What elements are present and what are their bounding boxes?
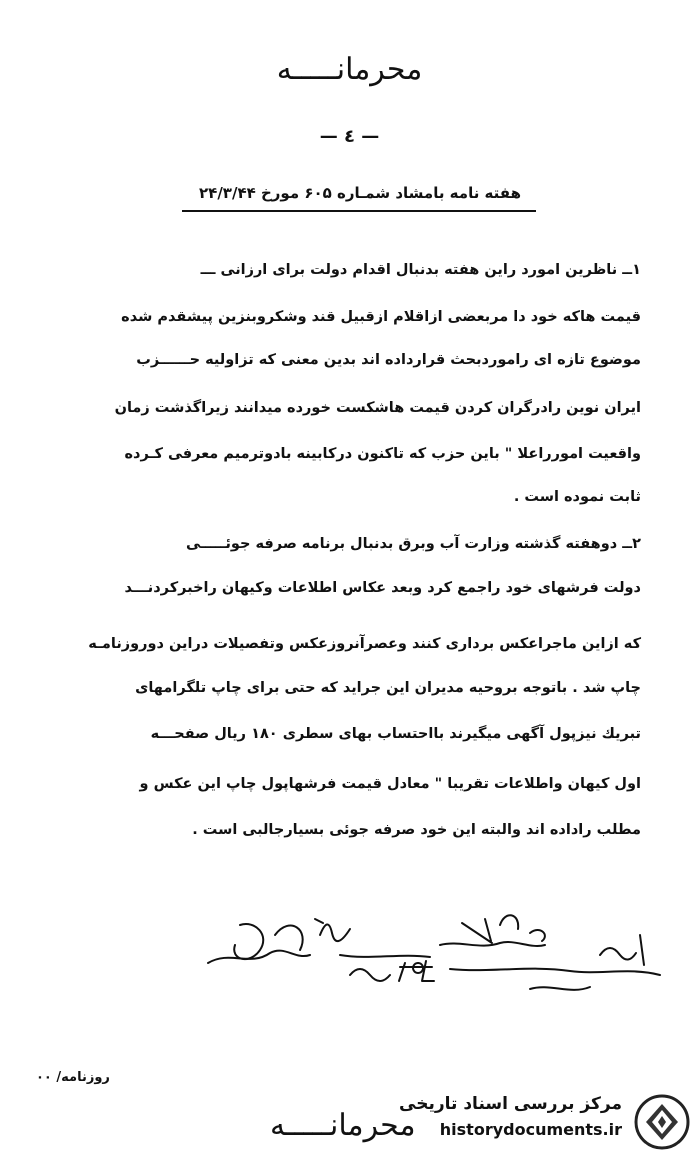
archive-logo-icon <box>632 1092 694 1150</box>
watermark-url: historydocuments.ir <box>439 1120 622 1139</box>
body-line: دولت فرشهای خود راجمع کرد وبعد عکاس اطلاعات وکیهان راخبرکردنـــد <box>124 580 641 596</box>
body-line: ثابت نموده است . <box>513 489 641 505</box>
heading-underline <box>182 210 536 212</box>
footer-reference: روزنامه/ ۰۰ <box>36 1070 110 1085</box>
body-line: موضوع تازه ای راموردبحث قرارداده اند بدین معنی که تزاولیه حــــــزب <box>136 352 641 368</box>
archive-watermark <box>399 1090 694 1152</box>
document-heading: هفته نامه بامشاد شمـاره ۶۰۵ مورخ ۲۴/۳/۴۴ <box>199 184 521 202</box>
classification-footer: محرمانـــــه <box>270 1108 416 1143</box>
body-line: مطلب راداده اند والبته این خود صرفه جوئی بسیارجالبی است . <box>192 822 641 838</box>
body-line: واقعیت امورراعلا " باین حزب که تاکنون دركابینه بادوترمیم معرفی کـرده <box>124 446 641 462</box>
body-line: اول کیهان واطلاعات تقریبا " معادل قیمت فرشهاپول چاپ این عکس و <box>139 776 641 792</box>
body-line: قیمت هاکه خود دا مربعضی ازاقلام ازقبیل قند وشکروبنزین پیشقدم شده <box>121 309 641 325</box>
body-line: که ازاین ماجراعکس برداری کنند وعصرآنروزعکس وتفصیلات دراین دوروزنامـه <box>88 636 641 652</box>
body-line: ایران نوین رادرگران کردن قیمت هاشکست خورده میدانند زیراگذشت زمان <box>114 400 641 416</box>
body-line: تبریك نیزپول آگهی میگیرند بااحتساب بهای سطری ۱۸۰ ریال صفحـــه <box>150 726 641 742</box>
watermark-title: مرکز بررسی اسناد تاریخی <box>399 1094 622 1114</box>
body-line: ۱ــ ناظرین امورد راین هفته بدنبال اقدام دولت برای ارزانی ـــ <box>200 262 641 278</box>
handwritten-signature <box>200 905 670 1015</box>
body-line: چاپ شد . باتوجه بروحیه مدیران این جراید که حتی برای چاپ تلگرامهای <box>135 680 641 696</box>
page-number: — ٤ — <box>319 126 380 147</box>
body-line: ۲ــ دوهفته گذشته وزارت آب وبرق بدنبال برنامه صرفه جوئـــــی <box>186 536 641 552</box>
classification-header: محرمانـــــه <box>276 52 423 87</box>
